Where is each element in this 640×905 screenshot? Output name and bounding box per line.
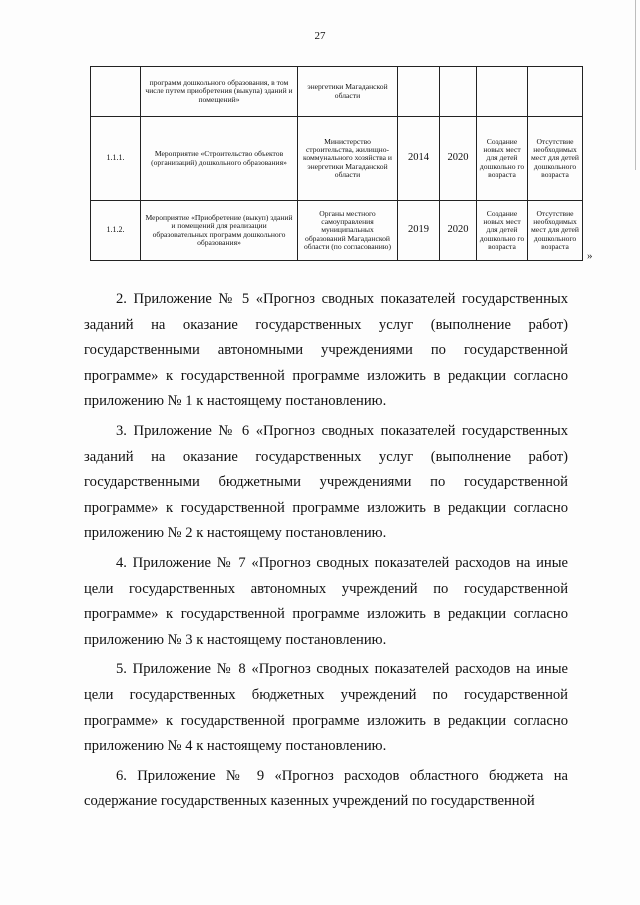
row-result-cell: Создание новых мест для детей дошкольно го возраста (477, 201, 528, 261)
row-risk-cell (528, 67, 583, 117)
scan-edge-line (635, 0, 636, 170)
row-result-cell (477, 67, 528, 117)
row-start-year-cell (398, 67, 440, 117)
row-end-year-cell: 2020 (440, 117, 477, 201)
row-risk-cell: Отсутствие необходимых мест для детей дошкольного возраста (528, 117, 583, 201)
paragraph: 5. Приложение № 8 «Прогноз сводных показателей расходов на иные цели государственных бюджетных учреждений по государственной программе» к государственной программе изложить в редакции согласно приложению № 4 к настоящему постановлению. (84, 661, 568, 755)
table-row (91, 67, 583, 117)
row-executor-cell: Органы местного самоуправления муниципальных образований Магаданской области (по согласованию) (298, 201, 398, 261)
row-end-year-cell (440, 67, 477, 117)
row-start-year-cell: 2014 (398, 117, 440, 201)
table-row (91, 117, 583, 201)
paragraph: 2. Приложение № 5 «Прогноз сводных показателей государственных заданий на оказание государственных услуг (выполнение работ) государственными автономными учреждениями по государственной программе» к государственной программе изложить в редакции согласно приложению № 1 к настоящему постановлению. (84, 291, 568, 410)
paragraph: 4. Приложение № 7 «Прогноз сводных показателей расходов на иные цели государственных автономных учреждений по государственной программе» к государственной программе изложить в редакции согласно приложению № 3 к настоящему постановлению. (84, 554, 568, 648)
row-start-year-cell: 2019 (398, 201, 440, 261)
row-id-cell (91, 67, 141, 117)
row-executor-cell: энергетики Магаданской области (298, 67, 398, 117)
activities-table (90, 66, 583, 261)
row-end-year-cell: 2020 (440, 201, 477, 261)
row-risk-cell: Отсутствие необходимых мест для детей дошкольного возраста (528, 201, 583, 261)
paragraph: 6. Приложение № 9 «Прогноз расходов областного бюджета на содержание государственных казенных учреждений по государственной (84, 767, 568, 810)
table-row (91, 201, 583, 261)
row-id-cell: 1.1.1. (91, 117, 141, 201)
paragraph: 3. Приложение № 6 «Прогноз сводных показателей государственных заданий на оказание государственных услуг (выполнение работ) государственными бюджетными учреждениями по государственной программе» к государственной программе изложить в редакции согласно приложению № 2 к настоящему постановлению. (84, 422, 568, 542)
body-text (84, 287, 568, 819)
row-result-cell: Создание новых мест для детей дошкольно го возраста (477, 117, 528, 201)
row-description-cell: Мероприятие «Строительство объектов (организаций) дошкольного образования» (141, 117, 298, 201)
row-description-cell: программ дошкольного образования, в том числе путем приобретения (выкупа) зданий и помещений» (141, 67, 298, 117)
row-id-cell: 1.1.2. (91, 201, 141, 261)
table-closing-quote: » (587, 250, 593, 262)
page-number: 27 (314, 30, 326, 42)
row-executor-cell: Министерство строительства, жилищно-коммунального хозяйства и энергетики Магаданской области (298, 117, 398, 201)
row-description-cell: Мероприятие «Приобретение (выкуп) зданий и помещений для реализации образовательных программ дошкольного образования» (141, 201, 298, 261)
